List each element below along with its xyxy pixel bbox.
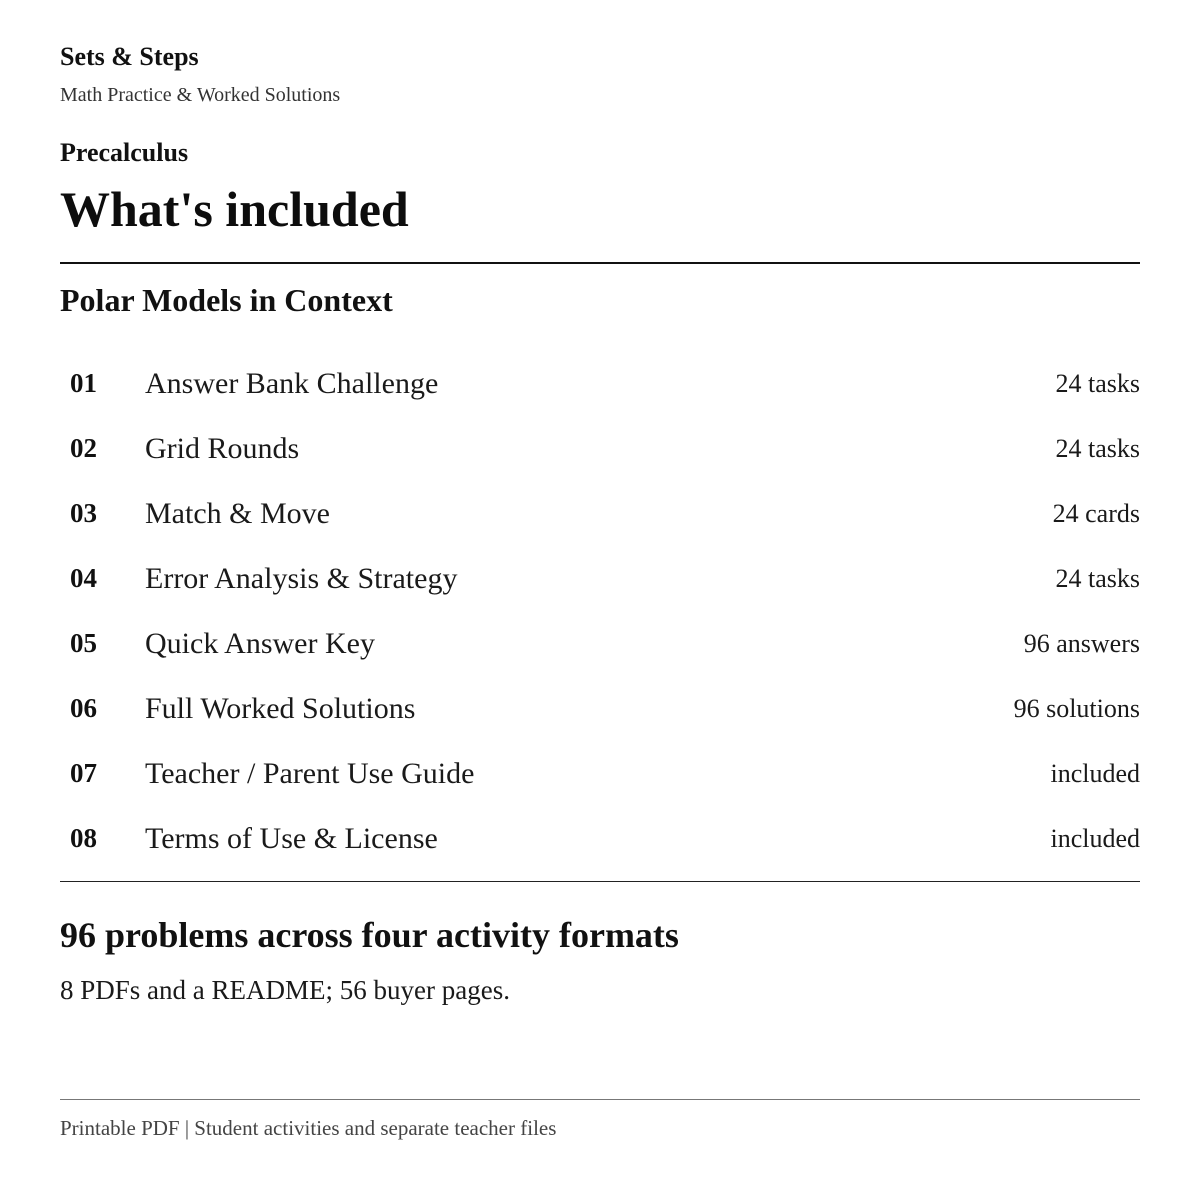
item-label: Full Worked Solutions — [145, 692, 416, 725]
list-item — [60, 807, 1140, 872]
item-count: 96 answers — [1023, 629, 1140, 658]
item-count: 24 tasks — [1055, 369, 1140, 398]
list-item — [60, 547, 1140, 612]
item-count: included — [1050, 759, 1140, 788]
item-count: 96 solutions — [1013, 694, 1140, 723]
subject-label: Precalculus — [60, 138, 189, 167]
contents-list — [60, 352, 1140, 872]
item-number: 07 — [70, 758, 97, 788]
item-number: 04 — [70, 563, 97, 593]
summary-detail: 8 PDFs and a README; 56 buyer pages. — [60, 975, 510, 1005]
list-item — [60, 677, 1140, 742]
footer-text: Printable PDF | Student activities and separate teacher files — [60, 1116, 557, 1140]
item-count: 24 tasks — [1055, 434, 1140, 463]
item-label: Answer Bank Challenge — [145, 367, 439, 400]
list-item — [60, 482, 1140, 547]
title-divider — [60, 262, 1140, 264]
item-number: 05 — [70, 628, 97, 658]
list-item — [60, 352, 1140, 417]
item-label: Terms of Use & License — [145, 822, 438, 855]
footer-divider — [60, 1099, 1140, 1100]
item-number: 02 — [70, 433, 97, 463]
item-label: Error Analysis & Strategy — [145, 562, 458, 595]
item-label: Teacher / Parent Use Guide — [145, 757, 475, 790]
item-count: 24 tasks — [1055, 564, 1140, 593]
brand-name: Sets & Steps — [60, 42, 199, 71]
item-count: included — [1050, 824, 1140, 853]
list-item — [60, 417, 1140, 482]
item-label: Quick Answer Key — [145, 627, 375, 660]
item-count: 24 cards — [1052, 499, 1140, 528]
item-number: 01 — [70, 368, 97, 398]
summary-heading: 96 problems across four activity formats — [60, 915, 679, 955]
brand-tagline: Math Practice & Worked Solutions — [60, 84, 341, 106]
page-title: What's included — [60, 181, 409, 237]
item-label: Grid Rounds — [145, 432, 300, 465]
list-divider — [60, 881, 1140, 882]
item-number: 08 — [70, 823, 97, 853]
item-number: 03 — [70, 498, 97, 528]
item-label: Match & Move — [145, 497, 330, 530]
list-item — [60, 742, 1140, 807]
section-title: Polar Models in Context — [60, 282, 393, 318]
item-number: 06 — [70, 693, 97, 723]
list-item — [60, 612, 1140, 677]
product-contents-page — [60, 0, 1140, 1200]
